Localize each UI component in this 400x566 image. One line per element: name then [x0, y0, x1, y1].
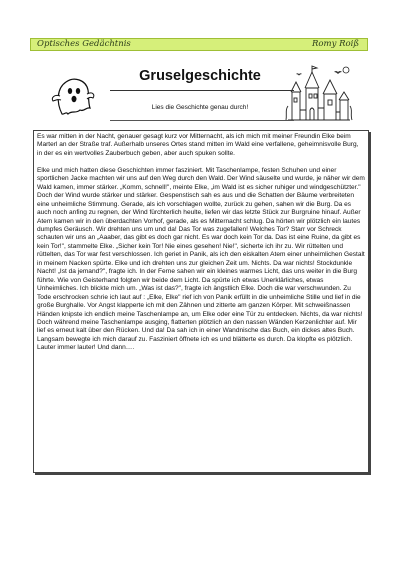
header-bar [30, 38, 368, 51]
page-title: Gruselgeschichte [139, 68, 261, 84]
story-paragraph: Es war mitten in der Nacht, genauer gesagt kurz vor Mitternacht, als ich mich mit meiner Freundin Elke beim Marterl an der Straße traf. Außerhalb unseres Ortes stand mitten im Wald eine verfallene, geheimnisvolle Burg, in der es ein wertvolles Zauberbuch geben, aber auch spuken sollte. [37, 133, 359, 157]
story-paragraph: Elke und mich hatten diese Geschichten immer fasziniert. Mit Taschenlampe, festen Schuhen und einer sportlichen Jacke machten wir uns auf den Weg durch den Wald. Der Wind säuselte und wurde, je näher wir dem Wald kamen, immer stärker. „Komm, schnell!", meinte Elke, „im Wald ist es sicher ruhiger und windgeschützter." Doch der Wind wurde stärker und stärker. Gespenstisch sah es aus und die Schatten der Bäume verbreiteten eine unheimliche Stimmung. Gerade, als ich vorschlagen wollte, zurück zu gehen, sahen wir die Burg. Da es auch noch anfing zu regnen, der Wind fürchterlich heulte, liefen wir das letzte Stück zur Burgruine hinauf. Außer Atem kamen wir in den überdachten Vorhof, gerade, als es Mitternacht schlug. Da hörten wir plötzlich ein lautes dumpfes Geräusch. Wir drehten uns um und da! Das Tor was zugefallen! Welches Tor? Starr vor Schreck schauten wir uns an „Aaaber, das gibt es doch gar nicht. Es war doch kein Tor da. Das ist eine Ruine, da gibt es kein Tor!", stammelte Elke. „Sicher kein Tor! Nie eines gesehen! Nie!", sicherte ich ihr zu. Wir rüttelten und rüttelten, das Tor war fest verschlossen. Ich geriet in Panik, als ich den eiskalten Atem einer unheimlichen Gestalt in meinem Nacken spürte. Elke und ich drehten uns zur gleichen Zeit um. Nichts. Da war nichts! Stockdunkle Nacht! „Ist da jemand?", fragte ich. In der Ferne sahen wir ein kleines warmes Licht, das uns weiter in die Burg führte. Wie von Geisterhand folgten wir beide dem Licht. Da spürte ich etwas Unerklärliches, etwas Unheimliches. Ich blickte mich um. „Was ist das?", fragte ich ängstlich Elke. Doch die war verschwunden. Zu Tode erschrocken schrie ich laut auf : „Elke, Elke" rief ich von Panik erfüllt in die unheimliche Stille und lief in die große Burghalle. Vor Angst klapperte ich mit den Zähnen und zitterte am ganzen Körper. Mit schweißnassen Händen knipste ich endlich meine Taschenlampe an, um Elke oder eine Tür zu entdecken. Nichts, da war nichts! Doch während meine Taschenlampe ausging, flatterten plötzlich an den nassen Wänden Kerzenlichter auf. Mir lief es erneut kalt über den Rücken. Und da! Da sah ich in einer Wandnische das Buch, ein dickes altes Buch. Langsam bewegte ich mich darauf zu. Fasziniert öffnete ich es und blätterte es durch. Da klopfte es plötzlich. Lauter immer lauter! Und dann…. [37, 166, 365, 352]
instruction-text: Lies die Geschichte genau durch! [151, 104, 249, 111]
story-box [33, 130, 369, 473]
header-author: Romy Roiß [312, 39, 359, 49]
instruction-underline [110, 120, 294, 121]
title-underline [110, 90, 294, 91]
haunted-castle-icon [284, 62, 354, 124]
ghost-credit-line [52, 121, 92, 124]
header-subject: Optisches Gedächtnis [37, 39, 131, 49]
ghost-icon [48, 74, 96, 120]
